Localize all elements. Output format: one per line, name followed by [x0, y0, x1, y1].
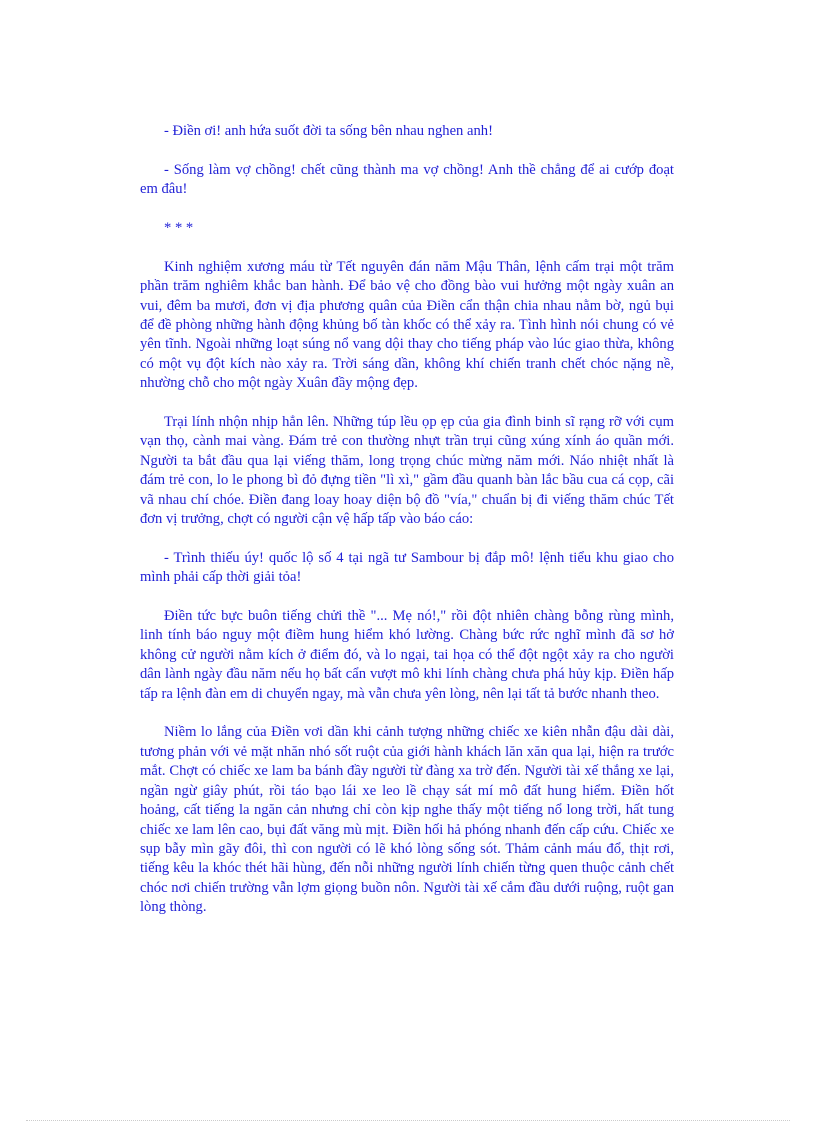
- paragraph: Niềm lo lắng của Điền vơi dần khi cảnh tượng những chiếc xe kiên nhẫn đậu dài dài, tương phản với vẻ mặt nhăn nhó sốt ruột của giới hành khách lăn xăn qua lại, hiện ra trước mắt. Chợt có chiếc xe lam ba bánh đầy người từ đàng xa trờ đến. Người tài xế thắng xe lại, ngần ngừ giây phút, rồi táo bạo lái xe leo lề chạy sát mí mô đất hung hiểm. Điền hốt hoảng, cất tiếng la ngăn cản nhưng chỉ còn kịp nghe thấy một tiếng nổ long trời, hất tung chiếc xe lam lên cao, bụi đất văng mù mịt. Điền hối hả phóng nhanh đến cấp cứu. Chiếc xe sụp bẫy mìn gãy đôi, thì con người có lẽ khó lòng sống sót. Thảm cảnh máu đổ, thịt rơi, tiếng kêu la khóc thét hãi hùng, đến nỗi những người lính chiến từng quen thuộc cảnh chết chóc nơi chiến trường vẫn lợm giọng buồn nôn. Người tài xế cắm đầu dưới ruộng, ruột gan lòng thòng.: [140, 724, 674, 916]
- dialogue-line: - Trình thiếu úy! quốc lộ số 4 tại ngã tư Sambour bị đắp mô! lệnh tiểu khu giao cho mình phải cấp thời giải tỏa!: [140, 549, 674, 586]
- section-break: * * *: [164, 220, 194, 236]
- dialogue-line: - Điền ơi! anh hứa suốt đời ta sống bên nhau nghen anh!: [164, 123, 493, 139]
- paragraph: Điền tức bực buôn tiếng chửi thề "... Mẹ nó!," rồi đột nhiên chàng bỗng rùng mình, linh tính báo nguy một điềm hung hiểm khó lường. Chàng bức rức nghĩ mình đã sơ hở không cử người nằm kích ở điểm đó, và lo ngại, tai họa có thể đột ngột xảy ra cho người dân lành ngày đầu năm nếu họ bất cẩn vượt mô khi lính chàng chưa phá hủy kịp. Điền hấp tấp ra lệnh đàn em di chuyển ngay, mà vẫn chưa yên lòng, nên lại tất tả bước nhanh theo.: [140, 608, 674, 702]
- story-text: [140, 122, 674, 937]
- dialogue-line: - Sống làm vợ chồng! chết cũng thành ma vợ chồng! Anh thề chẳng để ai cướp đoạt em đâu!: [140, 161, 674, 198]
- paragraph: Kinh nghiệm xương máu từ Tết nguyên đán năm Mậu Thân, lệnh cấm trại một trăm phần trăm nghiêm khắc ban hành. Để bảo vệ cho đồng bào vui hưởng một ngày xuân an vui, đêm ba mươi, đơn vị địa phương quân của Điền cẩn thận chia nhau nằm bờ, ngủ bụi để đề phòng những hành động khủng bố tàn khốc có thể xảy ra. Tình hình nói chung có vẻ yên tĩnh. Ngoài những loạt súng nổ vang dội thay cho tiếng pháp vào lúc giao thừa, không có một vụ đột kích nào xảy ra. Trời sáng dần, không khí chiến tranh chết chóc nặng nề, nhường chỗ cho một ngày Xuân đầy mộng đẹp.: [140, 258, 674, 392]
- paragraph: Trại lính nhộn nhịp hẳn lên. Những túp lều ọp ẹp của gia đình binh sĩ rạng rỡ với cụm vạn thọ, cành mai vàng. Đám trẻ con thường nhựt trần trụi cũng xúng xính áo quần mới. Người ta bắt đầu qua lại viếng thăm, long trọng chúc mừng năm mới. Náo nhiệt nhất là đám trẻ con, lo le phong bì đỏ đựng tiền "lì xì," gầm đầu quanh bàn lắc bầu cua cá cọp, cãi vã nhau chí chóe. Điền đang loay hoay diện bộ đồ "vía," chuẩn bị đi viếng thăm chúc Tết đơn vị trưởng, chợt có người cận vệ hấp tấp vào báo cáo:: [140, 414, 674, 528]
- page-bottom-divider: [26, 1120, 790, 1121]
